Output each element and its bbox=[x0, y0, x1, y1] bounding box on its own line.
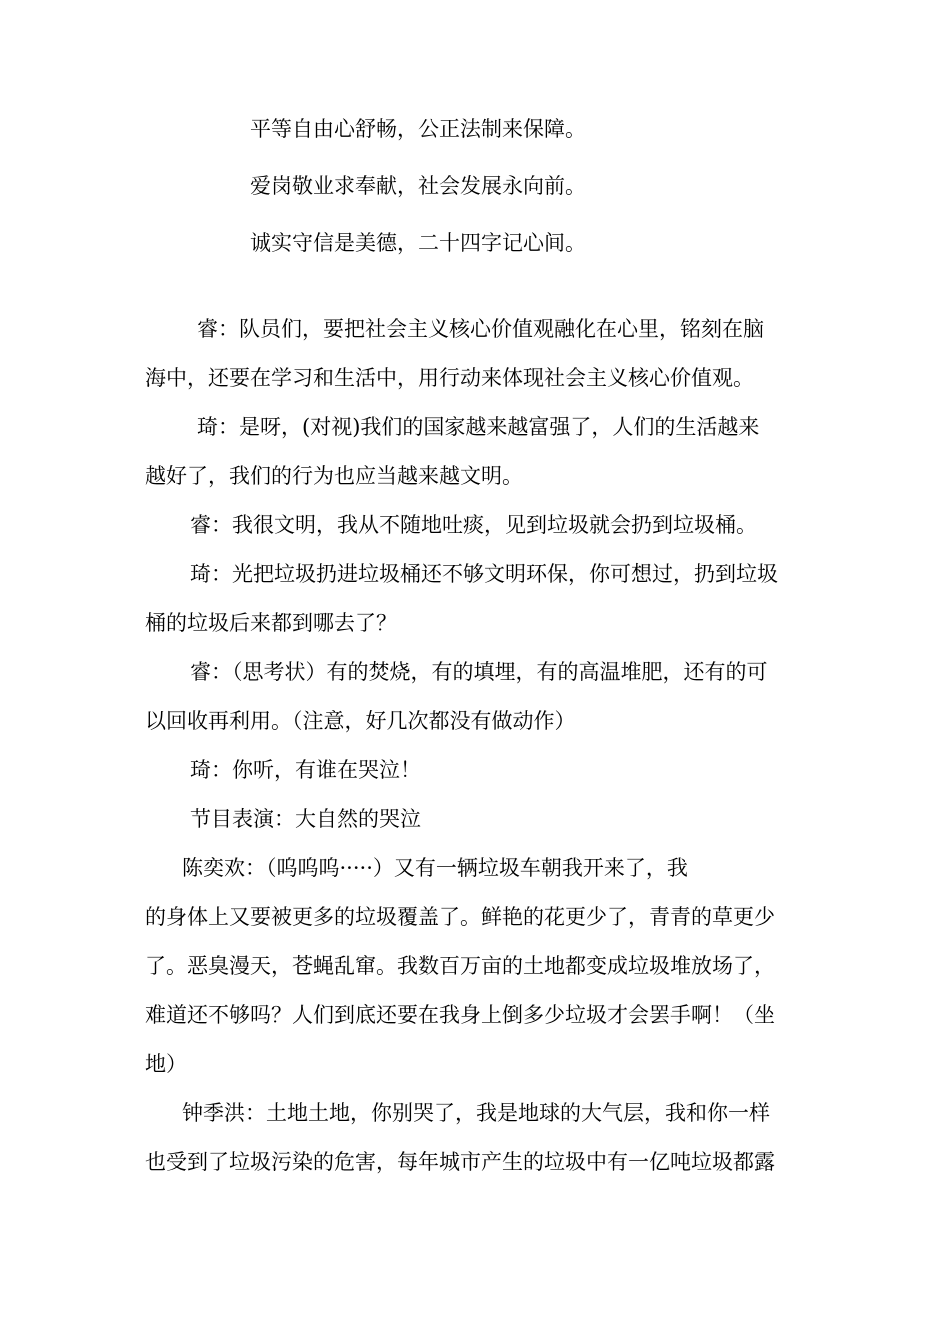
paragraph bbox=[145, 513, 807, 537]
text-line: 琦：光把垃圾扔进垃圾桶还不够文明环保，你可想过，扔到垃圾 bbox=[190, 562, 778, 586]
paragraph bbox=[145, 758, 807, 782]
poem-line: 爱岗敬业求奉献，社会发展永向前。 bbox=[250, 174, 586, 198]
text-line: 琦：是呀，(对视)我们的国家越来越富强了，人们的生活越来 bbox=[197, 415, 760, 439]
text-line: 地） bbox=[145, 1052, 187, 1076]
paragraph bbox=[145, 317, 807, 390]
text-line: 海中，还要在学习和生活中，用行动来体现社会主义核心价值观。 bbox=[145, 366, 754, 390]
text-line: 琦：你听，有谁在哭泣！ bbox=[190, 758, 421, 782]
text-line: 也受到了垃圾污染的危害，每年城市产生的垃圾中有一亿吨垃圾都露 bbox=[145, 1150, 775, 1174]
paragraph bbox=[145, 856, 807, 1076]
paragraph bbox=[145, 1101, 807, 1174]
text-line: 节目表演：大自然的哭泣 bbox=[190, 807, 421, 831]
text-line: 了。恶臭漫天，苍蝇乱窜。我数百万亩的土地都变成垃圾堆放场了， bbox=[145, 954, 775, 978]
text-line: 陈奕欢：（呜呜呜·····）又有一辆垃圾车朝我开来了，我 bbox=[182, 856, 688, 880]
dialogue-body bbox=[145, 317, 807, 1199]
text-line: 钟季洪：土地土地，你别哭了，我是地球的大气层，我和你一样 bbox=[182, 1101, 770, 1125]
text-line: 桶的垃圾后来都到哪去了？ bbox=[145, 611, 397, 635]
paragraph bbox=[145, 415, 807, 488]
paragraph bbox=[145, 807, 807, 831]
text-line: 的身体上又要被更多的垃圾覆盖了。鲜艳的花更少了，青青的草更少 bbox=[145, 905, 775, 929]
paragraph bbox=[145, 660, 807, 733]
text-line: 难道还不够吗？人们到底还要在我身上倒多少垃圾才会罢手啊！（坐 bbox=[145, 1003, 775, 1027]
poem-line: 诚实守信是美德，二十四字记心间。 bbox=[250, 231, 586, 255]
paragraph bbox=[145, 562, 807, 635]
text-line: 睿：我很文明，我从不随地吐痰，见到垃圾就会扔到垃圾桶。 bbox=[190, 513, 757, 537]
text-line: 睿：（思考状）有的焚烧，有的填埋，有的高温堆肥，还有的可 bbox=[190, 660, 768, 684]
poem-line: 平等自由心舒畅，公正法制来保障。 bbox=[250, 117, 586, 141]
text-line: 越好了，我们的行为也应当越来越文明。 bbox=[145, 464, 523, 488]
poem-block bbox=[250, 117, 850, 288]
text-line: 以回收再利用。（注意，好几次都没有做动作） bbox=[145, 709, 576, 733]
text-line: 睿：队员们，要把社会主义核心价值观融化在心里，铭刻在脑 bbox=[197, 317, 764, 341]
